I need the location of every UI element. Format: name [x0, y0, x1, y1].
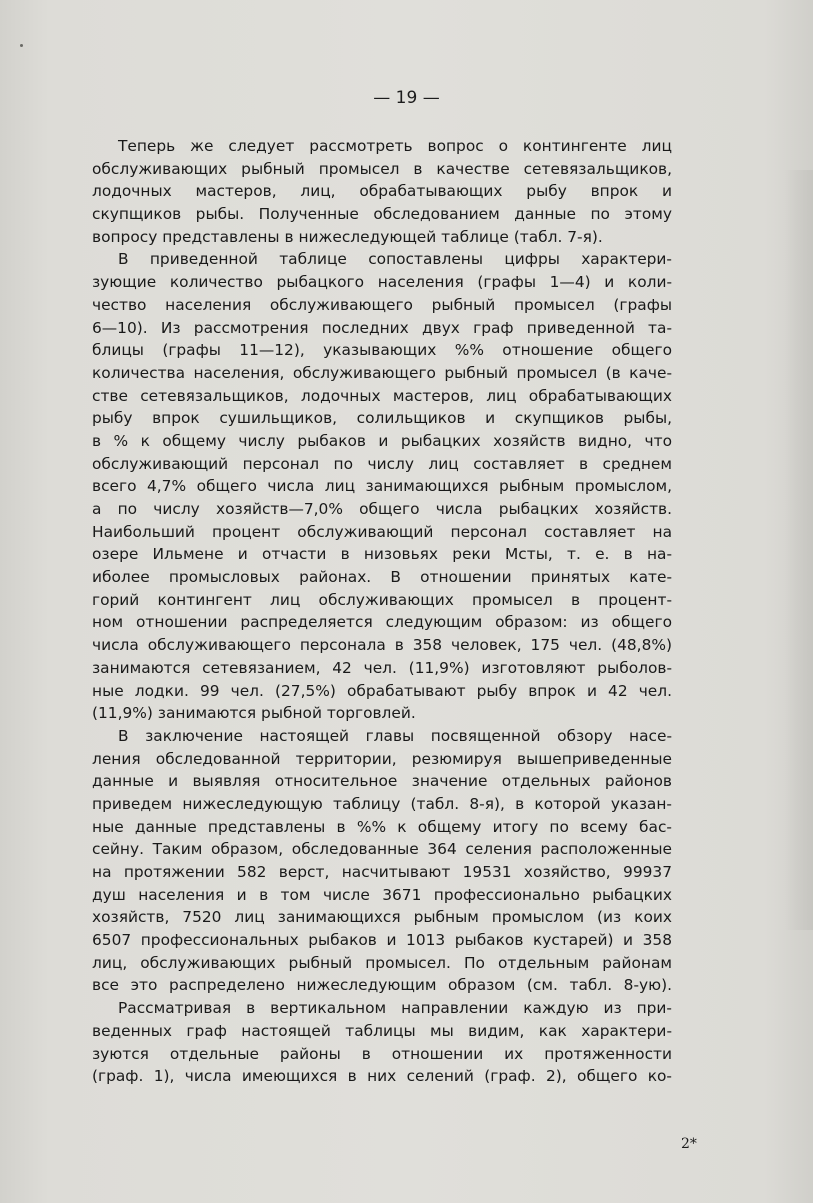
text-line: веденных граф настоящей таблицы мы видим, как характери-: [92, 1021, 672, 1040]
text-line: иболее промысловых районах. В отношении принятых кате-: [92, 568, 672, 587]
text-line: горий контингент лиц обслуживающих промысел в процент-: [92, 590, 672, 609]
text-line: В приведенной таблице сопоставлены цифры характери-: [118, 250, 672, 269]
text-line: количества населения, обслуживающего рыбный промысел (в каче-: [92, 363, 672, 382]
text-line: В заключение настоящей главы посвященной обзору насе-: [118, 726, 672, 745]
paper-speck: [20, 44, 23, 47]
facing-page-bleed: [785, 170, 813, 930]
paragraph-1: [92, 135, 672, 248]
paragraph-3: [92, 725, 672, 997]
text-line: сейну. Таким образом, обследованные 364 селения расположенные: [92, 840, 672, 859]
text-line: 6507 профессиональных рыбаков и 1013 рыбаков кустарей) и 358: [92, 931, 672, 950]
text-line: Наибольший процент обслуживающий персонал составляет на: [92, 522, 672, 541]
text-line: вопросу представлены в нижеследующей таблице (табл. 7-я).: [92, 227, 603, 246]
text-line: обслуживающий персонал по числу лиц составляет в среднем: [92, 454, 672, 473]
text-line: занимаются сетевязанием, 42 чел. (11,9%) изготовляют рыболов-: [92, 658, 672, 677]
text-line: числа обслуживающего персонала в 358 человек, 175 чел. (48,8%): [92, 636, 672, 655]
text-line: рыбу впрок сушильщиков, солильщиков и скупщиков рыбы,: [92, 409, 672, 428]
text-line: лодочных мастеров, лиц, обрабатывающих рыбу впрок и: [92, 182, 672, 201]
paragraph-2: [92, 248, 672, 724]
text-line: обслуживающих рыбный промысел в качестве сетевязальщиков,: [92, 159, 672, 178]
text-line: (11,9%) занимаются рыбной торговлей.: [92, 704, 416, 723]
paragraph-4: [92, 997, 672, 1088]
text-line: зующие количество рыбацкого населения (графы 1—4) и коли-: [92, 273, 672, 292]
text-line: хозяйств, 7520 лиц занимающихся рыбным промыслом (из коих: [92, 908, 672, 927]
page-number: — 19 —: [373, 88, 440, 108]
text-line: лиц, обслуживающих рыбный промысел. По отдельным районам: [92, 953, 672, 972]
text-line: а по числу хозяйств—7,0% общего числа рыбацких хозяйств.: [92, 500, 672, 518]
printer-signature-mark: 2*: [681, 1136, 697, 1152]
text-line: Теперь же следует рассмотреть вопрос о контингенте лиц: [118, 137, 672, 155]
text-line: 6—10). Из рассмотрения последних двух граф приведенной та-: [92, 318, 672, 337]
text-line: озере Ильмене и отчасти в низовьях реки Мсты, т. е. в на-: [92, 545, 672, 564]
text-line: данные и выявляя относительное значение отдельных районов: [92, 772, 672, 791]
text-line: зуются отдельные районы в отношении их протяженности: [92, 1044, 672, 1063]
text-line: блицы (графы 11—12), указывающих %% отношение общего: [92, 341, 672, 360]
body-text: [92, 135, 672, 1088]
text-line: (граф. 1), числа имеющихся в них селений (граф. 2), общего ко-: [92, 1067, 672, 1086]
text-line: ления обследованной территории, резюмируя вышеприведенные: [92, 749, 672, 768]
text-line: душ населения и в том числе 3671 профессионально рыбацких: [92, 885, 672, 904]
text-line: стве сетевязальщиков, лодочных мастеров, лиц обрабатывающих: [92, 386, 672, 405]
text-line: всего 4,7% общего числа лиц занимающихся рыбным промыслом,: [92, 477, 672, 496]
text-line: ном отношении распределяется следующим образом: из общего: [92, 613, 672, 632]
text-line: ные лодки. 99 чел. (27,5%) обрабатывают рыбу впрок и 42 чел.: [92, 681, 672, 700]
text-line: все это распределено нижеследующим образом (см. табл. 8-ую).: [92, 976, 672, 995]
text-line: ные данные представлены в %% к общему итогу по всему бас-: [92, 817, 672, 836]
text-line: приведем нижеследующую таблицу (табл. 8-я), в которой указан-: [92, 794, 672, 813]
text-line: на протяжении 582 верст, насчитывают 19531 хозяйство, 99937: [92, 863, 672, 881]
text-line: скупщиков рыбы. Полученные обследованием данные по этому: [92, 205, 672, 224]
text-line: Рассматривая в вертикальном направлении каждую из при-: [118, 999, 672, 1018]
text-line: в % к общему числу рыбаков и рыбацких хозяйств видно, что: [92, 431, 672, 450]
text-line: чество населения обслуживающего рыбный промысел (графы: [92, 295, 672, 314]
